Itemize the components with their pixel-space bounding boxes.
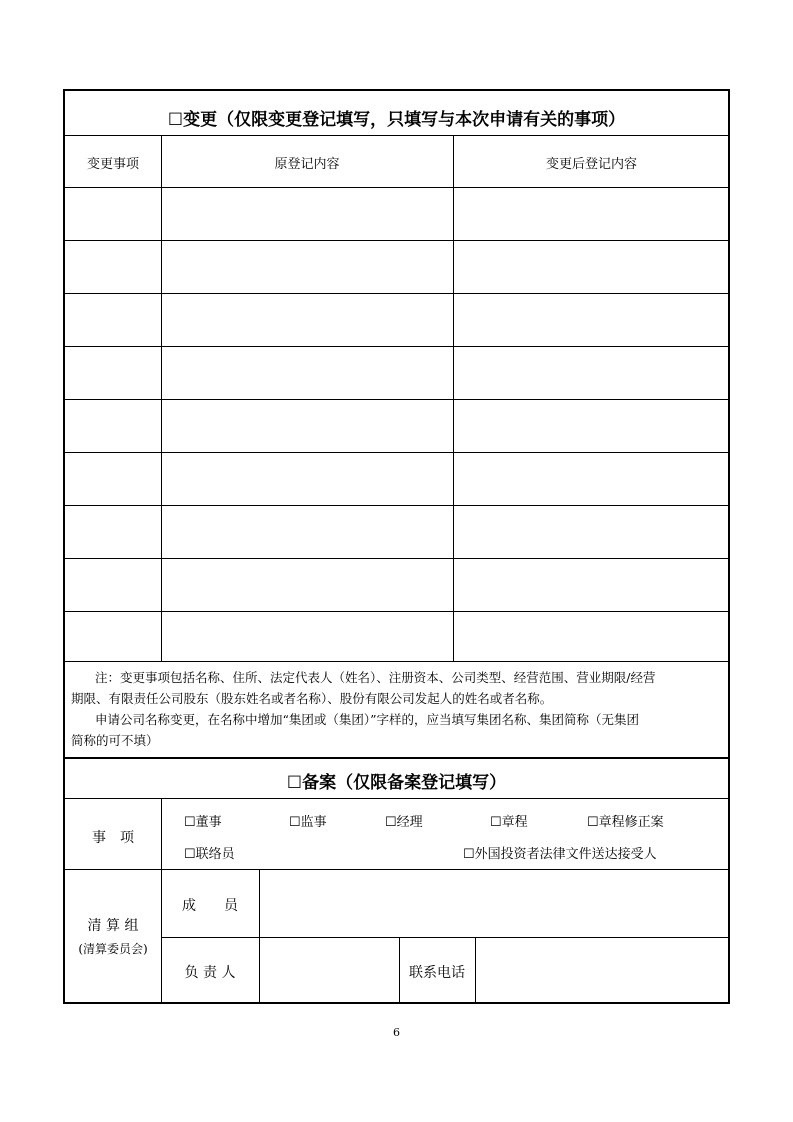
checkbox-director[interactable]: ☐董事 bbox=[184, 815, 222, 830]
column-divider bbox=[453, 135, 454, 661]
table-row-divider bbox=[65, 505, 728, 506]
note-line: 简称的可不填） bbox=[71, 733, 159, 748]
checkbox-foreign-investor-agent[interactable]: ☐外国投资者法律文件送达接受人 bbox=[463, 847, 657, 862]
member-label: 成 员 bbox=[182, 898, 238, 914]
table-row-divider bbox=[65, 240, 728, 241]
note-line: 申请公司名称变更，在名称中增加“集团或（集团）”字样的，应当填写集团名称、集团简称（无集团 bbox=[95, 712, 640, 727]
page-number: 6 bbox=[393, 1026, 400, 1039]
liquidation-label: 清 算 组 bbox=[87, 918, 139, 934]
table-row-divider bbox=[65, 452, 728, 453]
header-change-item: 变更事项 bbox=[86, 157, 139, 172]
checkbox-manager[interactable]: ☐经理 bbox=[385, 815, 423, 830]
divider bbox=[65, 135, 728, 136]
checkbox-articles-amendment[interactable]: ☐章程修正案 bbox=[587, 815, 664, 830]
table-row-divider bbox=[65, 346, 728, 347]
note-line: 注：变更事项包括名称、住所、法定代表人（姓名）、注册资本、公司类型、经营范围、营业期限/经营 bbox=[95, 670, 656, 685]
filing-section-title: ☐备案（仅限备案登记填写） bbox=[286, 773, 507, 793]
checkbox-supervisor[interactable]: ☐监事 bbox=[289, 815, 327, 830]
divider bbox=[65, 869, 728, 870]
table-row-divider bbox=[65, 399, 728, 400]
column-divider bbox=[475, 937, 476, 1004]
header-original-content: 原登记内容 bbox=[274, 157, 340, 172]
principal-label: 负 责 人 bbox=[184, 965, 236, 981]
checkbox-articles[interactable]: ☐章程 bbox=[490, 815, 528, 830]
table-row-divider bbox=[65, 611, 728, 612]
column-divider bbox=[161, 135, 162, 661]
change-section-title: ☐变更（仅限变更登记填写，只填写与本次申请有关的事项） bbox=[167, 110, 626, 130]
table-row-divider bbox=[65, 187, 728, 188]
section-divider bbox=[65, 757, 728, 759]
divider bbox=[161, 937, 728, 938]
table-row-divider bbox=[65, 558, 728, 559]
table-row-divider bbox=[65, 661, 728, 662]
divider bbox=[65, 798, 728, 799]
note-line: 期限、有限责任公司股东（股东姓名或者名称）、股份有限公司发起人的姓名或者名称。 bbox=[71, 691, 553, 706]
phone-label: 联系电话 bbox=[409, 965, 465, 981]
liquidation-sublabel: (清算委员会) bbox=[78, 942, 148, 956]
header-new-content: 变更后登记内容 bbox=[545, 157, 637, 172]
checkbox-liaison[interactable]: ☐联络员 bbox=[184, 847, 235, 862]
items-label: 事 项 bbox=[92, 830, 134, 846]
table-row-divider bbox=[65, 293, 728, 294]
form-frame bbox=[63, 89, 730, 1004]
